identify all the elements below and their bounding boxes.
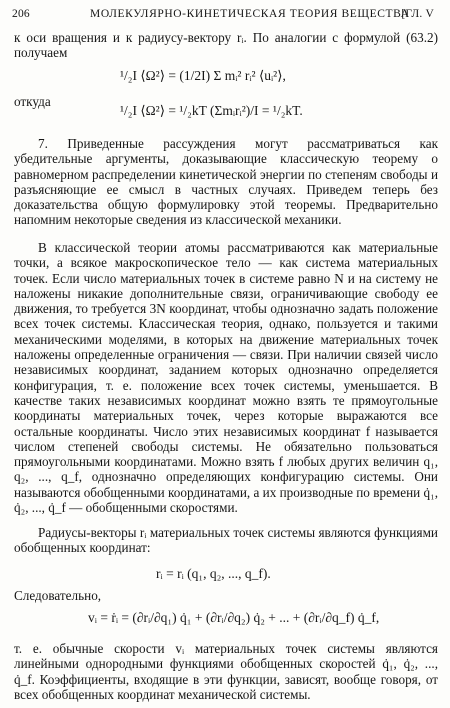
page-number: 206 (12, 8, 30, 20)
paragraph-velocities: т. е. обычные скорости vᵢ материальных точек системы являются линейными однородными функциями обобщенных скоростей q̇₁, q̇₂, ..., q̇_f. Коэффициенты, входящие в эти функции, зависят, вообще говоря, от всех обобщенных координат механической системы. (14, 641, 438, 702)
paragraph-7: 7. Приведенные рассуждения могут рассматриваться как убедительные аргументы, доказывающие классическую теорему о равномерном распределении кинетической энергии по степеням свободы и разъясняющие ее смысл в частных случаях. Приведем теперь без доказательства общую формулировку этой теоремы. Предварительно напомним некоторые сведения из классической механики. (14, 136, 438, 228)
paragraph-classical-theory: В классической теории атомы рассматриваются как материальные точки, а всякое макроскопическое тело — как система материальных точек. Если число материальных точек в системе равно N и на систему не наложены никакие дополнительные связи, ограничивающие свободу ее движения, то требуется 3N координат, чтобы однозначно задать положение всех точек системы. Классическая теория, однако, пользуется и такими механическими моделями, в которых на движение материальных точек наложены определенные ограничения — связи. При наличии связей число независимых координат, заданием которых однозначно определяется конфигурация, т. е. положение всех точек системы, уменьшается. В качестве таких независимых координат можно взять те прямоугольные координаты материальных точек, через которые выражаются все остальные координаты. Число этих независимых координат f называется числом степеней свободы системы. Не обязательно пользоваться прямоугольными координатами. Можно взять f любых других величин q₁, q₂, ..., q_f, однозначно определяющих конфигурацию системы. Они называются обобщенными координатами, а их производные по времени q̇₁, q̇₂, ..., q̇_f — обобщенными скоростями. (14, 240, 438, 516)
paragraph-radius-vectors: Радиусы-векторы rᵢ материальных точек системы являются функциями обобщенных координат: (14, 525, 438, 556)
chapter-label: [ГЛ. V (401, 8, 434, 20)
equation-4: vᵢ = ṙᵢ = (∂rᵢ/∂q₁) q̇₁ + (∂rᵢ/∂q₂) q̇₂ + ... + (∂rᵢ/∂q_f) q̇_f, (88, 610, 380, 625)
running-header (12, 8, 434, 24)
running-title: МОЛЕКУЛЯРНО-КИНЕТИЧЕСКАЯ ТЕОРИЯ ВЕЩЕСТВА (90, 8, 410, 20)
intro-line: к оси вращения и к радиусу-вектору rᵢ. По аналогии с формулой (63.2) получаем (14, 30, 438, 61)
equation-1: ¹/₂I ⟨Ω²⟩ = (1/2I) Σ mᵢ² rᵢ² ⟨uᵢ²⟩, (120, 68, 286, 83)
equation-3: rᵢ = rᵢ (q₁, q₂, ..., q_f). (156, 566, 271, 581)
label-sledovatelno: Следовательно, (14, 588, 102, 603)
label-otkuda: откуда (14, 94, 51, 109)
equation-2: ¹/₂I ⟨Ω²⟩ = ¹/₂kT (Σmᵢrᵢ²)/I = ¹/₂kT. (120, 103, 303, 118)
